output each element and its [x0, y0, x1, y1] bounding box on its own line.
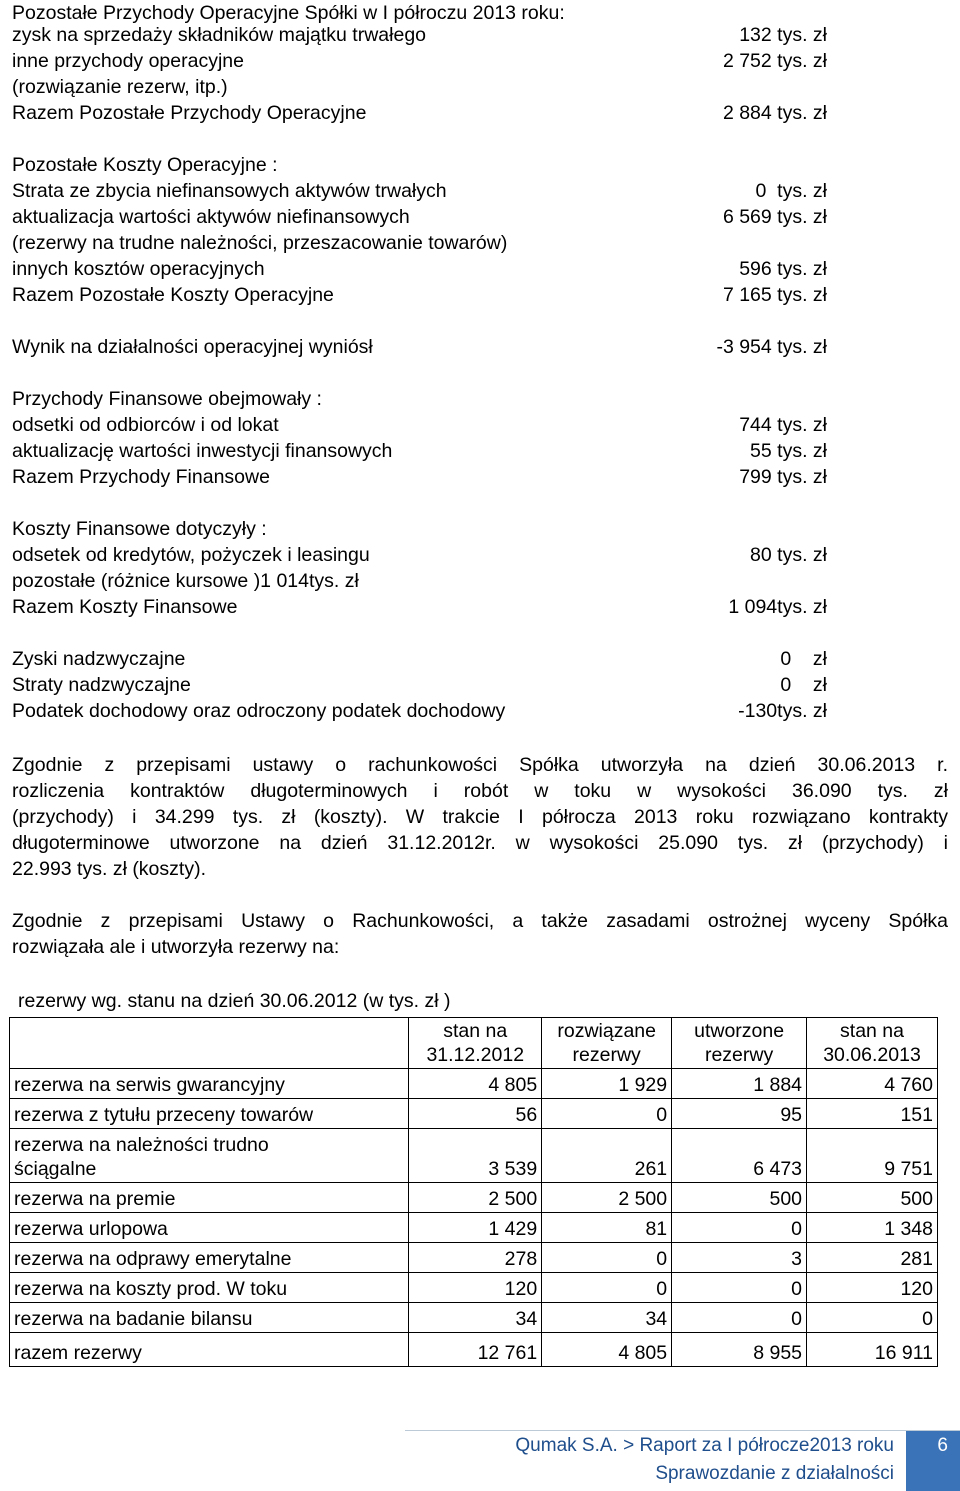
table-row [10, 1273, 938, 1303]
page-number: 6 [937, 1435, 948, 1456]
table-header-row [10, 1018, 938, 1069]
table-cell-value: 3 539 [409, 1129, 542, 1183]
column-header-name [10, 1018, 409, 1069]
table-cell-value: 0 [542, 1273, 672, 1303]
footer-divider [405, 1430, 960, 1431]
line-label: aktualizację wartości inwestycji finansowych [12, 440, 393, 462]
table-cell-label: rezerwa na badanie bilansu [10, 1303, 409, 1333]
line-label-total: Razem Przychody Finansowe [12, 466, 270, 488]
column-header-released: rozwiązane rezerwy [542, 1018, 672, 1069]
table-cell-value: 1 429 [409, 1213, 542, 1243]
table-cell-value: 0 [672, 1303, 807, 1333]
line-label: innych kosztów operacyjnych [12, 258, 265, 280]
section-heading-financial-income: Przychody Finansowe obejmowały : [12, 388, 322, 410]
line-label: odsetek od kredytów, pożyczek i leasingu [12, 544, 370, 566]
line-label: Podatek dochodowy oraz odroczony podatek dochodowy [12, 700, 506, 722]
table-cell-value: 4 805 [409, 1069, 542, 1099]
paragraph-line: Zgodnie z przepisami ustawy o rachunkowości Spółka utworzyła na dzień 30.06.2013 r. [12, 754, 948, 776]
section-heading-other-operating-income: Pozostałe Przychody Operacyjne Spółki w I półroczu 2013 roku: [12, 2, 565, 24]
line-label: Strata ze zbycia niefinansowych aktywów trwałych [12, 180, 447, 202]
line-label-total: Razem Pozostałe Przychody Operacyjne [12, 102, 367, 124]
table-cell-value: 151 [807, 1099, 938, 1129]
table-cell-value: 120 [807, 1273, 938, 1303]
table-cell-value: 0 [672, 1213, 807, 1243]
table-cell-label: rezerwa z tytułu przeceny towarów [10, 1099, 409, 1129]
table-cell-value: 1 348 [807, 1213, 938, 1243]
line-value: 596 tys. zł [739, 258, 827, 280]
paragraph-contracts [12, 752, 948, 882]
provisions-table [9, 1017, 938, 1367]
table-cell-value: 0 [807, 1303, 938, 1333]
line-value: 2 752 tys. zł [722, 50, 827, 72]
paragraph-line: (przychody) i 34.299 tys. zł (koszty). W trakcie I półrocza 2013 roku rozwiązano kontrakty [12, 806, 948, 828]
line-value: 132 tys. zł [739, 24, 827, 46]
table-row [10, 1303, 938, 1333]
line-value: 744 tys. zł [739, 414, 827, 436]
line-label-total: Razem Pozostałe Koszty Operacyjne [12, 284, 334, 306]
line-label: inne przychody operacyjne [12, 50, 244, 72]
table-cell-value: 16 911 [807, 1333, 938, 1367]
line-value-total: 7 165 tys. zł [722, 284, 827, 306]
line-value: 55 tys. zł [750, 440, 827, 462]
table-cell-value: 34 [542, 1303, 672, 1333]
paragraph-line: rozwiązała ale i utworzyła rezerwy na: [12, 936, 340, 958]
section-heading-financial-costs: Koszty Finansowe dotyczyły : [12, 518, 267, 540]
line-label: (rozwiązanie rezerw, itp.) [12, 76, 228, 98]
footer-title: Qumak S.A. > Raport za I półrocze2013 roku [515, 1435, 894, 1456]
line-label: zysk na sprzedaży składników majątku trwałego [12, 24, 427, 46]
line-value: 0 tys. zł [755, 180, 827, 202]
table-cell-value: 0 [672, 1273, 807, 1303]
line-label-total: Razem Koszty Finansowe [12, 596, 238, 618]
line-label: odsetki od odbiorców i od lokat [12, 414, 279, 436]
table-cell-value: 6 473 [672, 1129, 807, 1183]
line-label: Straty nadzwyczajne [12, 674, 191, 696]
line-value: 0 zł [780, 674, 827, 696]
line-value: -130tys. zł [738, 700, 827, 722]
table-cell-label: rezerwa na koszty prod. W toku [10, 1273, 409, 1303]
table-caption: rezerwy wg. stanu na dzień 30.06.2012 (w tys. zł ) [18, 990, 451, 1012]
table-row [10, 1243, 938, 1273]
table-total-row [10, 1333, 938, 1367]
column-header-opening-balance: stan na 31.12.2012 [409, 1018, 542, 1069]
line-value-total: 799 tys. zł [739, 466, 827, 488]
paragraph-line: 22.993 tys. zł (koszty). [12, 858, 206, 880]
table-row [10, 1183, 938, 1213]
table-cell-value: 9 751 [807, 1129, 938, 1183]
table-row [10, 1099, 938, 1129]
table-cell-value: 4 805 [542, 1333, 672, 1367]
table-cell-value: 261 [542, 1129, 672, 1183]
line-label-operating-result: Wynik na działalności operacyjnej wyniósł [12, 336, 373, 358]
line-label: aktualizacja wartości aktywów niefinansowych [12, 206, 410, 228]
table-cell-value: 8 955 [672, 1333, 807, 1367]
table-cell-value: 56 [409, 1099, 542, 1129]
table-cell-label: razem rezerwy [10, 1333, 409, 1367]
table-cell-label: rezerwa urlopowa [10, 1213, 409, 1243]
column-header-created: utworzone rezerwy [672, 1018, 807, 1069]
table-cell-value: 1 884 [672, 1069, 807, 1099]
table-cell-value: 81 [542, 1213, 672, 1243]
paragraph-line: długoterminowe utworzone na dzień 31.12.2012r. w wysokości 25.090 tys. zł (przychody) i [12, 832, 948, 854]
table-cell-label: rezerwa na należności trudno ściągalne [10, 1129, 409, 1183]
table-cell-value: 1 929 [542, 1069, 672, 1099]
line-label: pozostałe (różnice kursowe )1 014tys. zł [12, 570, 359, 592]
table-cell-label: rezerwa na serwis gwarancyjny [10, 1069, 409, 1099]
line-value-total: 1 094tys. zł [728, 596, 827, 618]
table-cell-value: 281 [807, 1243, 938, 1273]
line-value: 80 tys. zł [750, 544, 827, 566]
section-heading-other-operating-costs: Pozostałe Koszty Operacyjne : [12, 154, 278, 176]
table-cell-label: rezerwa na odprawy emerytalne [10, 1243, 409, 1273]
table-cell-value: 3 [672, 1243, 807, 1273]
table-cell-value: 12 761 [409, 1333, 542, 1367]
table-cell-value: 95 [672, 1099, 807, 1129]
table-cell-value: 0 [542, 1243, 672, 1273]
page-number-badge [906, 1431, 960, 1491]
paragraph-line: rozliczenia kontraktów długoterminowych i robót w toku w wysokości 36.090 tys. zł [12, 780, 948, 802]
table-cell-value: 4 760 [807, 1069, 938, 1099]
table-cell-value: 0 [542, 1099, 672, 1129]
line-value-operating-result: -3 954 tys. zł [716, 336, 827, 358]
column-header-closing-balance: stan na 30.06.2013 [807, 1018, 938, 1069]
table-cell-value: 278 [409, 1243, 542, 1273]
table-cell-value: 500 [807, 1183, 938, 1213]
table-cell-label: rezerwa na premie [10, 1183, 409, 1213]
paragraph-line: Zgodnie z przepisami Ustawy o Rachunkowości, a także zasadami ostrożnej wyceny Spółka [12, 910, 948, 932]
table-row [10, 1129, 938, 1183]
line-value: 6 569 tys. zł [722, 206, 827, 228]
table-cell-value: 2 500 [542, 1183, 672, 1213]
paragraph-provisions [12, 908, 948, 960]
line-value: 0 zł [780, 648, 827, 670]
table-row [10, 1069, 938, 1099]
table-cell-value: 120 [409, 1273, 542, 1303]
table-cell-value: 2 500 [409, 1183, 542, 1213]
table-cell-value: 34 [409, 1303, 542, 1333]
footer-subtitle: Sprawozdanie z działalności [655, 1463, 894, 1484]
table-row [10, 1213, 938, 1243]
line-value-total: 2 884 tys. zł [722, 102, 827, 124]
table-cell-value: 500 [672, 1183, 807, 1213]
line-label: (rezerwy na trudne należności, przeszacowanie towarów) [12, 232, 508, 254]
line-label: Zyski nadzwyczajne [12, 648, 186, 670]
